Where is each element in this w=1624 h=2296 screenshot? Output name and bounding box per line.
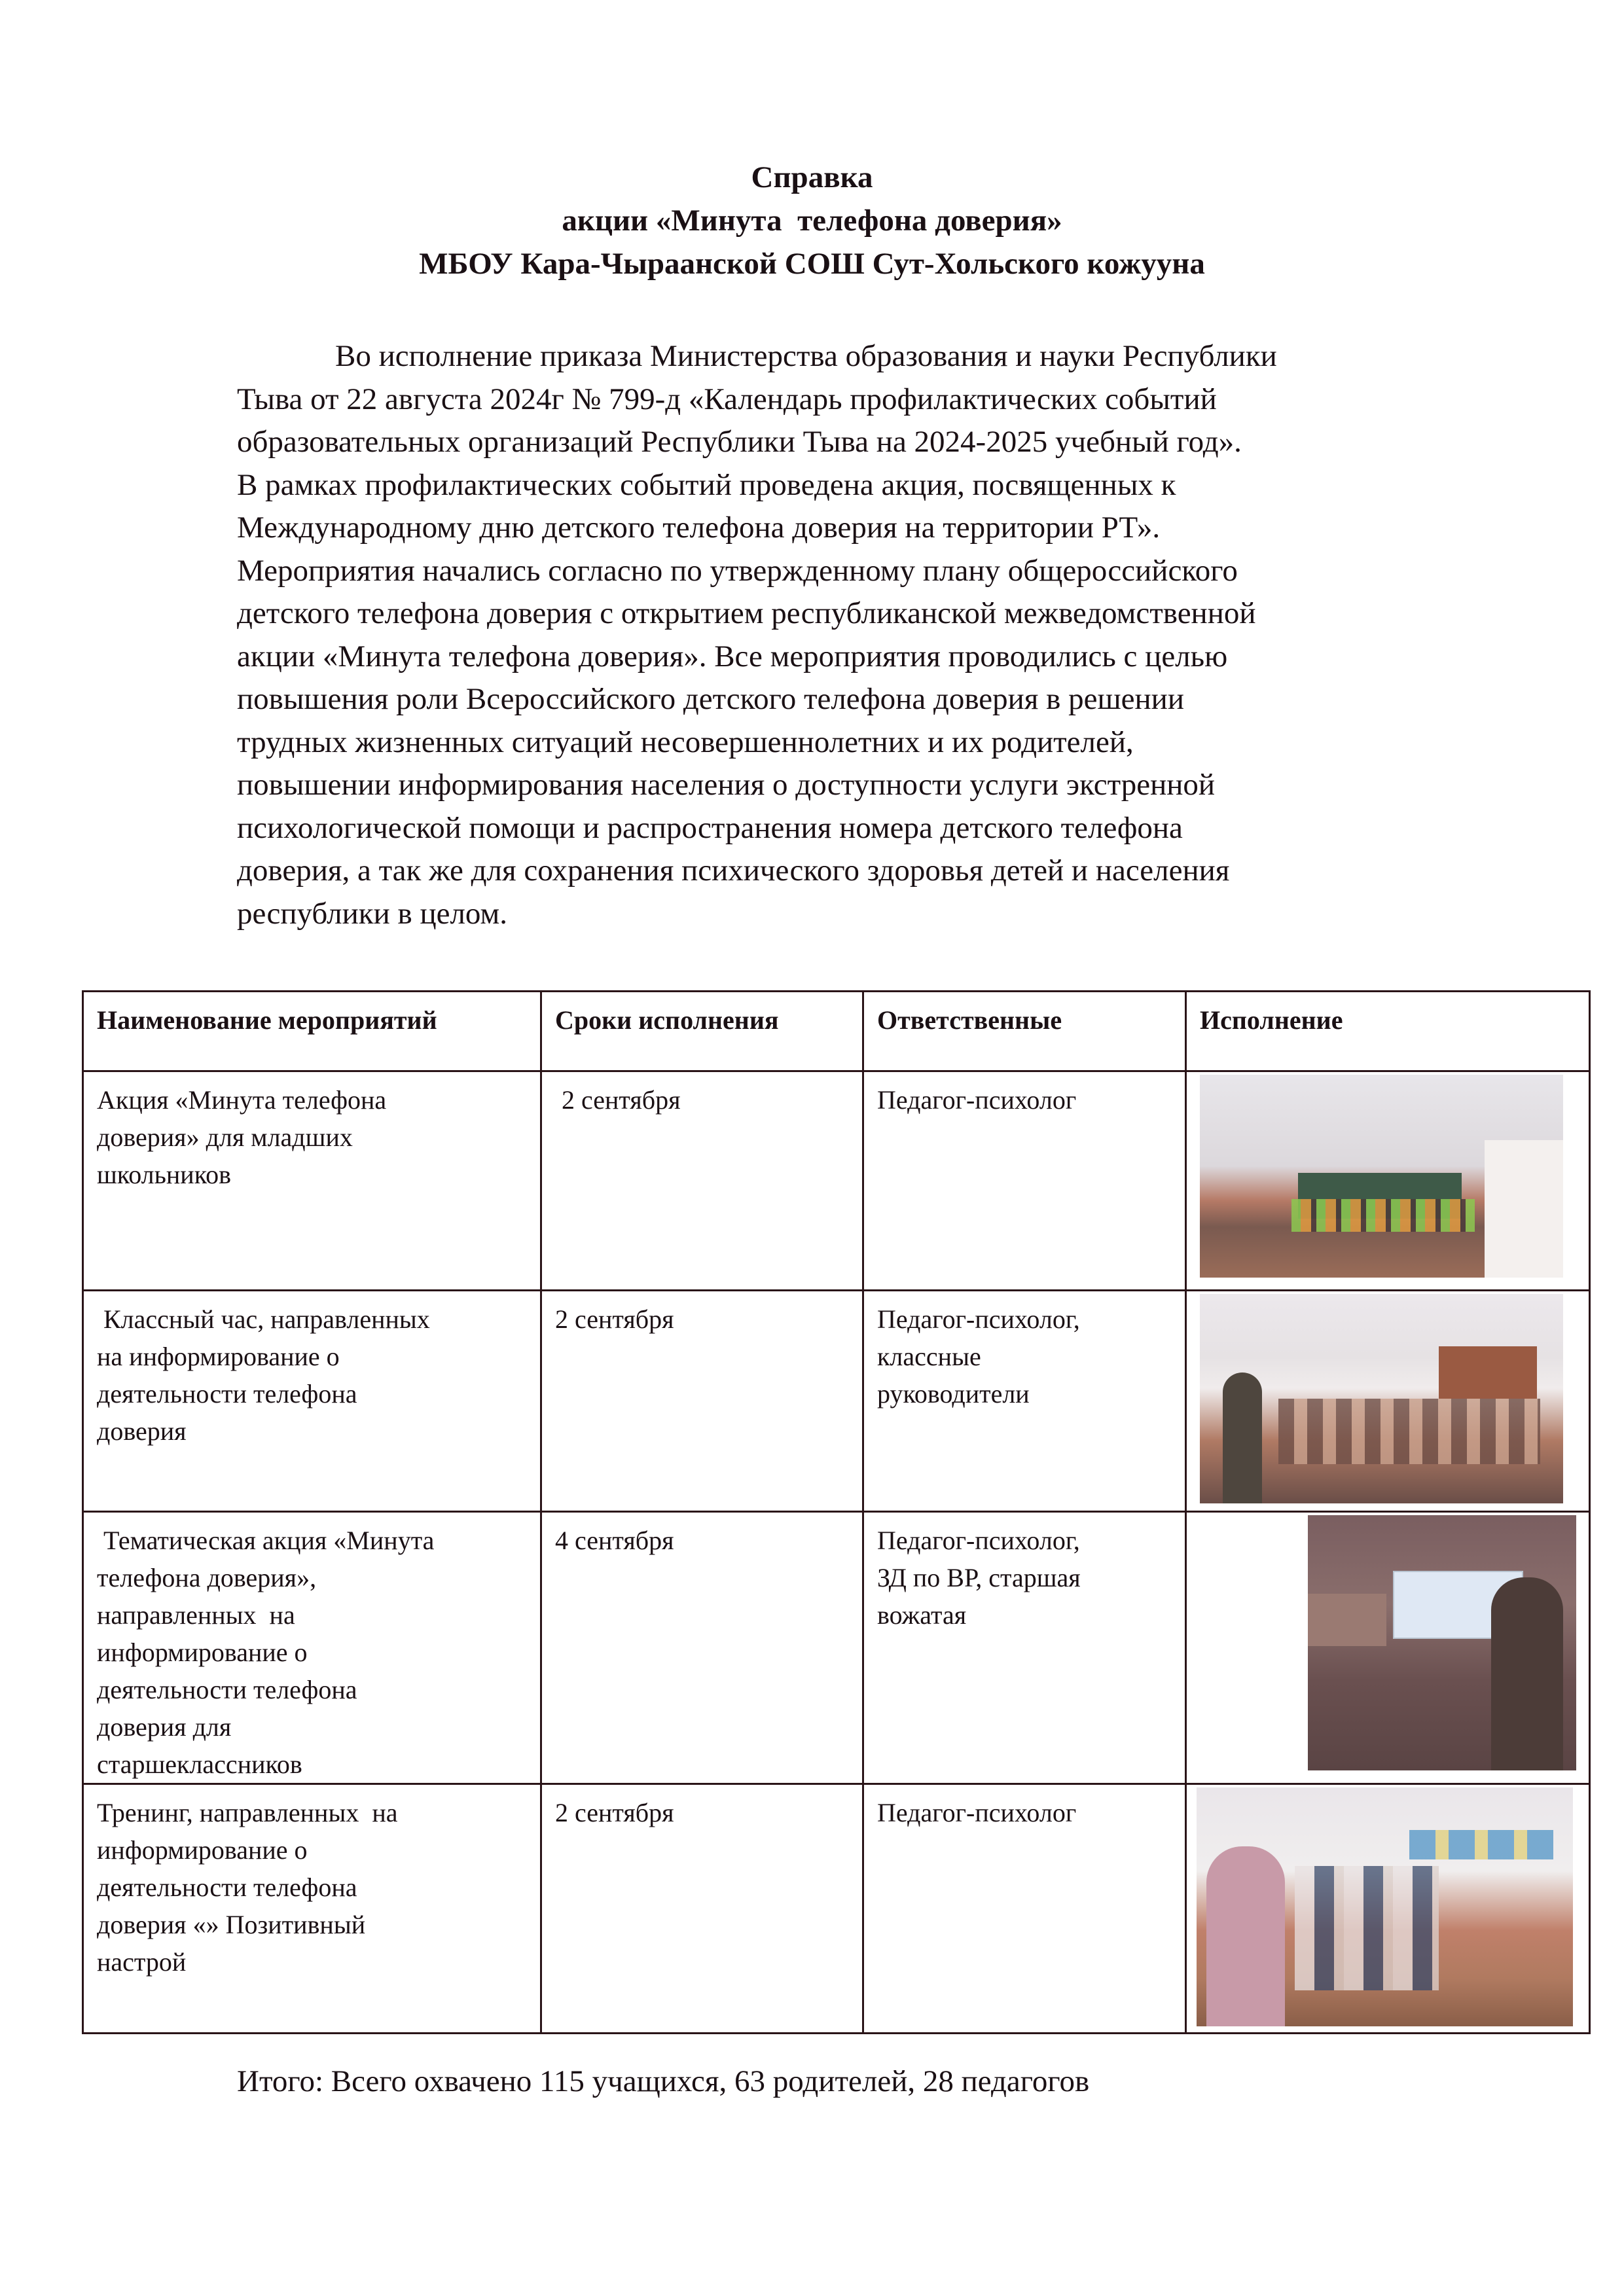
header-deadline: Сроки исполнения [541, 992, 863, 1071]
title-line-1: Справка [751, 160, 873, 194]
execution-photo-cell [1186, 1071, 1590, 1291]
header-responsible: Ответственные [863, 992, 1186, 1071]
execution-photo-cell [1186, 1784, 1590, 2034]
table-row [83, 1291, 1590, 1512]
event-name-cell: Классный час, направленных на информирование о деятельности телефона доверия [83, 1291, 541, 1512]
document-title [0, 156, 1624, 285]
presentation-photo-senior-students [1308, 1515, 1576, 1770]
execution-photo-cell [1186, 1291, 1590, 1512]
date-cell: 2 сентября [541, 1784, 863, 2034]
intro-line: повышении информирования населения о доступности услуги экстренной [237, 768, 1216, 802]
responsible-cell: Педагог-психолог, классные руководители [863, 1291, 1186, 1512]
intro-line: образовательных организаций Республики Тыва на 2024-2025 учебный год». [237, 425, 1242, 459]
intro-line: Тыва от 22 августа 2024г № 799-д «Календарь профилактических событий [237, 382, 1217, 416]
title-line-3: МБОУ Кара-Чыраанской СОШ Сут-Хольского кожууна [419, 247, 1205, 281]
intro-line: психологической помощи и распространения номера детского телефона [237, 810, 1183, 845]
intro-line: В рамках профилактических событий проведена акция, посвященных к [237, 467, 1176, 502]
intro-line: детского телефона доверия с открытием республиканской межведомственной [237, 596, 1256, 630]
intro-line: акции «Минута телефона доверия». Все мероприятия проводились с целью [237, 639, 1228, 673]
intro-line: повышения роли Всероссийского детского телефона доверия в решении [237, 682, 1184, 716]
table-header-row [83, 992, 1590, 1071]
table-row [83, 1512, 1590, 1784]
responsible-cell: Педагог-психолог [863, 1784, 1186, 2034]
execution-photo-cell [1186, 1512, 1590, 1784]
summary-total: Итого: Всего охвачено 115 учащихся, 63 родителей, 28 педагогов [237, 2064, 1090, 2098]
date-cell: 2 сентября [541, 1291, 863, 1512]
header-execution: Исполнение [1186, 992, 1590, 1071]
training-photo-positive-mood [1197, 1787, 1573, 2026]
table-row [83, 1071, 1590, 1291]
classroom-photo-young-students [1200, 1075, 1563, 1278]
intro-line: республики в целом. [237, 896, 508, 931]
events-table [82, 990, 1591, 2034]
event-name-cell: Акция «Минута телефона доверия» для младших школьников [83, 1071, 541, 1291]
intro-line: Мероприятия начались согласно по утвержденному плану общероссийского [237, 553, 1238, 588]
title-line-2: акции «Минута телефона доверия» [562, 204, 1062, 238]
event-name-cell: Тренинг, направленных на информирование о деятельности телефона доверия «» Позитивный настрой [83, 1784, 541, 2034]
intro-line: трудных жизненных ситуаций несовершеннолетних и их родителей, [237, 725, 1134, 759]
responsible-cell: Педагог-психолог [863, 1071, 1186, 1291]
table-row [83, 1784, 1590, 2034]
event-name-cell: Тематическая акция «Минута телефона доверия», направленных на информирование о деятельности телефона доверия для старшеклассников [83, 1512, 541, 1784]
intro-line: Во исполнение приказа Министерства образования и науки Республики [335, 339, 1277, 373]
classroom-photo-class-hour [1200, 1294, 1563, 1503]
header-event-name: Наименование мероприятий [83, 992, 541, 1071]
intro-line: доверия, а так же для сохранения психического здоровья детей и населения [237, 853, 1230, 888]
intro-paragraph [237, 335, 1513, 935]
intro-line: Международному дню детского телефона доверия на территории РТ». [237, 511, 1161, 545]
date-cell: 4 сентября [541, 1512, 863, 1784]
responsible-cell: Педагог-психолог, ЗД по ВР, старшая вожатая [863, 1512, 1186, 1784]
date-cell: 2 сентября [541, 1071, 863, 1291]
